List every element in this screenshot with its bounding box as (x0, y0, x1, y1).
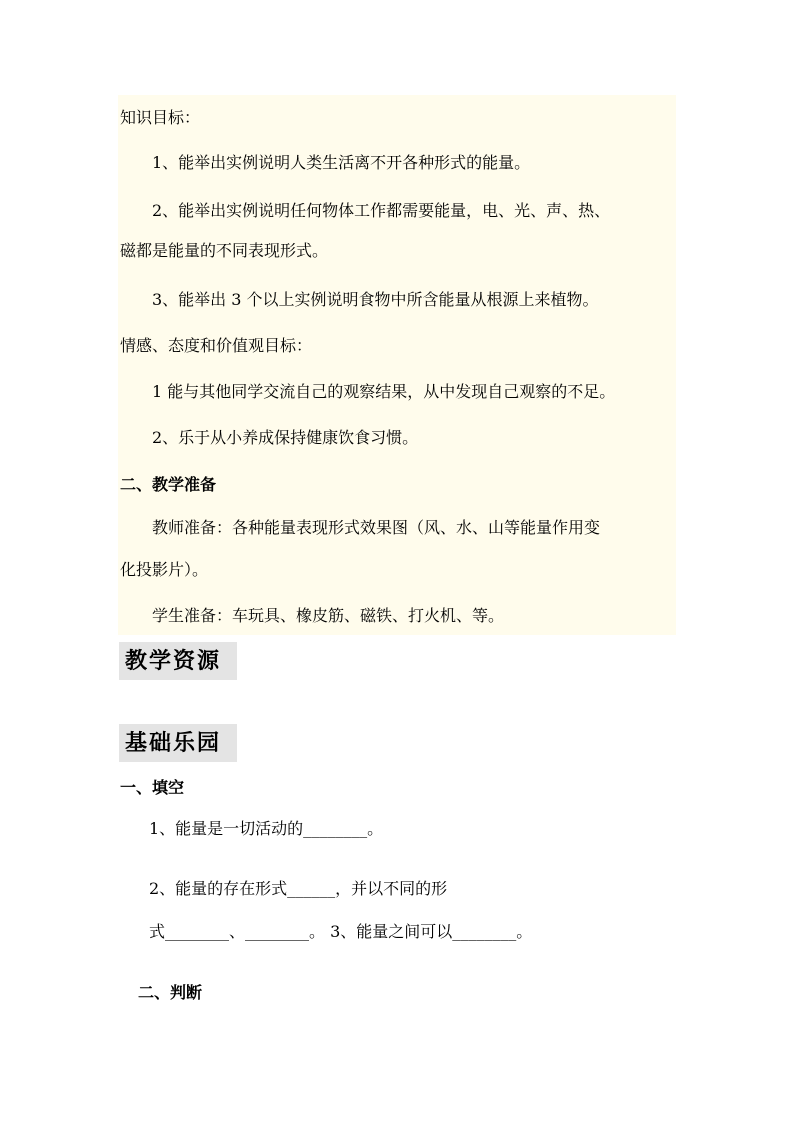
emotion-objectives-title: 情感、态度和价值观目标： (120, 336, 313, 355)
basics-heading: 基础乐园 (119, 724, 237, 762)
knowledge-item-3: 3、能举出 3 个以上实例说明食物中所含能量从根源上来植物。 (152, 290, 599, 309)
knowledge-item-2a: 2、能举出实例说明任何物体工作都需要能量，电、光、声、热、 (152, 201, 611, 220)
emotion-item-2: 2、乐于从小养成保持健康饮食习惯。 (152, 428, 419, 447)
preparation-title: 二、教学准备 (120, 475, 217, 494)
fill-question-2a: 2、能量的存在形式______，并以不同的形 (149, 879, 448, 898)
fill-in-title: 一、填空 (120, 778, 185, 797)
teacher-preparation-a: 教师准备：各种能量表现形式效果图（风、水、山等能量作用变 (152, 518, 601, 537)
emotion-item-1: 1 能与其他同学交流自己的观察结果，从中发现自己观察的不足。 (152, 382, 616, 401)
resources-heading: 教学资源 (119, 642, 237, 680)
judge-title: 二、判断 (138, 983, 203, 1002)
student-preparation: 学生准备：车玩具、橡皮筋、磁铁、打火机、等。 (152, 606, 505, 625)
knowledge-item-2b: 磁都是能量的不同表现形式。 (120, 241, 329, 260)
fill-question-2b: 式________、________。 3、能量之间可以________。 (149, 922, 533, 941)
fill-question-1: 1、能量是一切活动的________。 (149, 819, 384, 838)
teacher-preparation-b: 化投影片）。 (120, 560, 209, 579)
highlighted-objectives-block (118, 95, 676, 635)
knowledge-objectives-title: 知识目标： (120, 108, 201, 127)
knowledge-item-1: 1、能举出实例说明人类生活离不开各种形式的能量。 (152, 153, 531, 172)
